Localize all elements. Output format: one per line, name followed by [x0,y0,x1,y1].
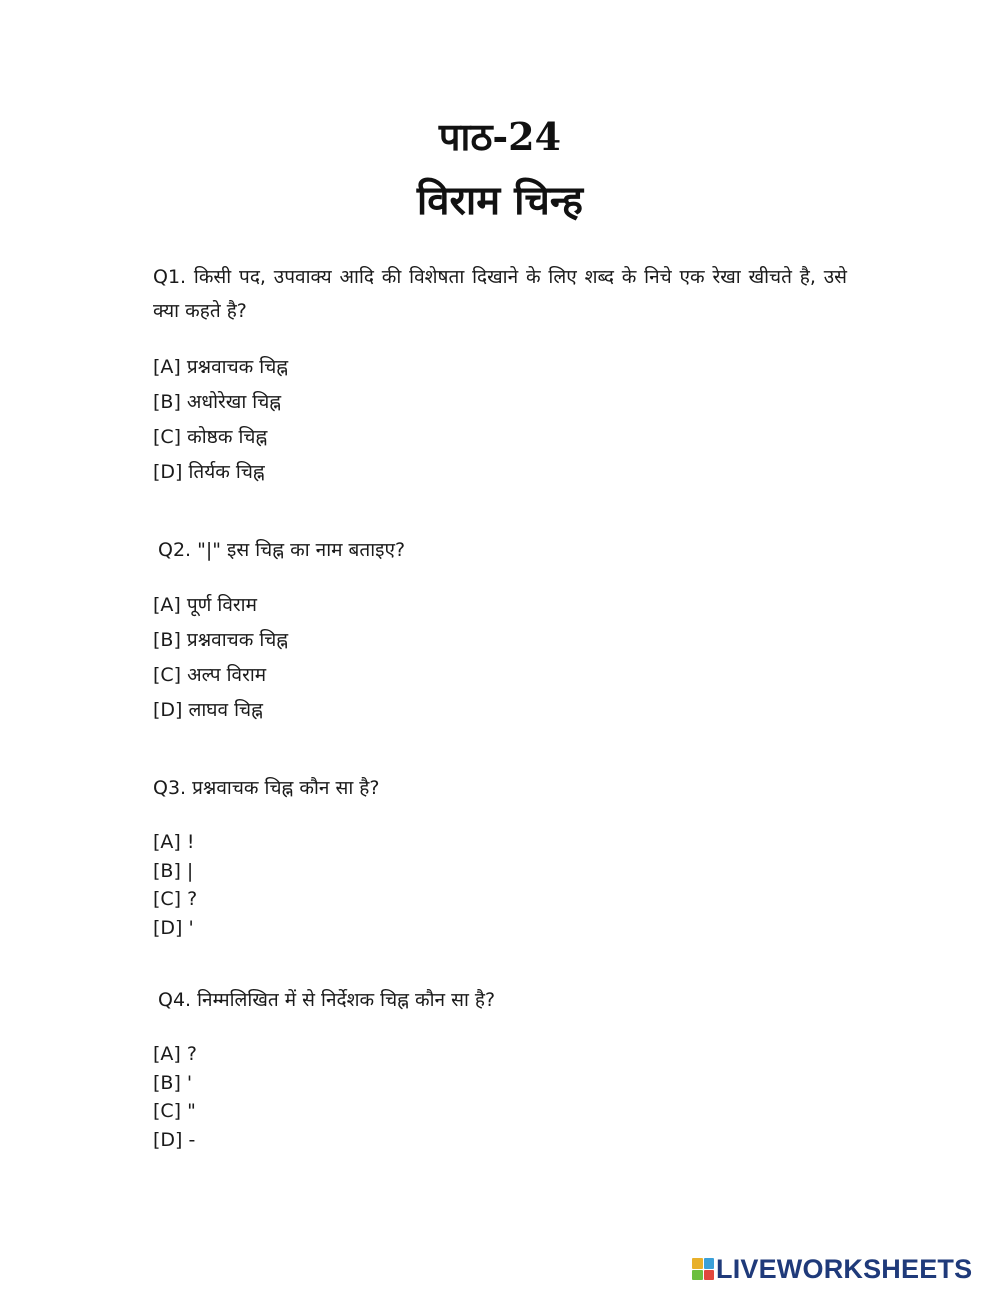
brand-name: LIVEWORKSHEETS [716,1254,973,1284]
logo-tile-2 [704,1258,715,1269]
question-4-option-c[interactable]: [C] " [153,1100,196,1122]
question-2-options [153,588,288,728]
question-3-text: Q3. प्रश्नवाचक चिह्न कौन सा है? [153,777,380,799]
question-3-options [153,828,197,942]
question-3-option-d[interactable]: [D] ' [153,916,194,939]
question-2-option-a[interactable]: [A] पूर्ण विराम [153,594,257,616]
question-4-option-a[interactable]: [A] ? [153,1043,197,1065]
question-1-option-a[interactable]: [A] प्रश्नवाचक चिह्न [153,356,289,378]
lesson-number: पाठ-24 [438,114,562,159]
logo-tile-1 [692,1258,703,1269]
liveworksheets-brand[interactable] [692,1252,972,1286]
question-2-text: Q2. "|" इस चिह्न का नाम बताइए? [158,539,406,561]
question-1-options [153,350,288,490]
logo-tile-3 [692,1270,703,1281]
question-2-option-b[interactable]: [B] प्रश्नवाचक चिह्न [153,629,289,651]
liveworksheets-logo-icon [692,1258,714,1280]
question-3-option-b[interactable]: [B] | [153,859,194,882]
question-3-option-a[interactable]: [A] ! [153,831,195,853]
lesson-title: विराम चिन्ह [416,177,584,224]
question-2-option-d[interactable]: [D] लाघव चिह्न [153,699,263,721]
question-2-option-c[interactable]: [C] अल्प विराम [153,664,267,686]
question-1-text: Q1. किसी पद, उपवाक्य आदि की विशेषता दिखाने के लिए शब्द के निचे एक रेखा खीचते है, उसे क्या कहते है? [153,266,847,322]
question-4-text: Q4. निम्मलिखित में से निर्देशक चिह्न कौन सा है? [158,989,496,1011]
question-1-option-b[interactable]: [B] अधोरेखा चिह्न [153,391,282,413]
question-4-options [153,1040,197,1154]
question-4-option-d[interactable]: [D] - [153,1128,196,1151]
question-4-option-b[interactable]: [B] ' [153,1071,193,1094]
question-3-option-c[interactable]: [C] ? [153,888,198,910]
logo-tile-4 [704,1270,715,1281]
question-1-option-c[interactable]: [C] कोष्ठक चिह्न [153,426,268,448]
question-1-option-d[interactable]: [D] तिर्यक चिह्न [153,461,265,483]
